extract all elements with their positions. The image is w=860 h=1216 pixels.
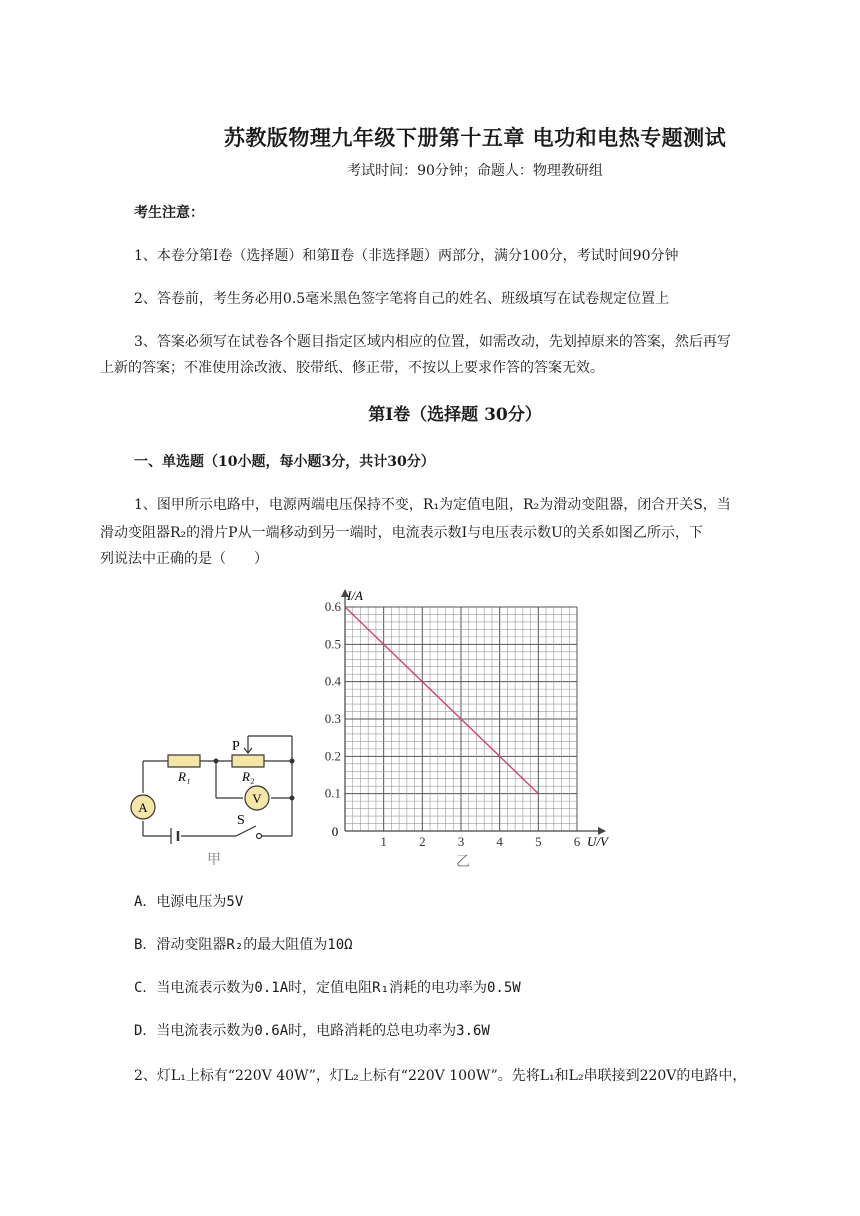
y-tick-label: 0.5 <box>324 636 341 652</box>
y-tick-label: 0.6 <box>324 599 341 614</box>
q1-line-3: 列说法中正确的是（ ） <box>100 551 268 567</box>
origin-label: 0 <box>331 824 339 839</box>
graph-ticks <box>325 599 581 849</box>
graph-axes <box>341 589 606 835</box>
y-axis-label: I/A <box>347 588 363 603</box>
junction-dot <box>290 796 295 801</box>
switch-label: S <box>237 813 245 828</box>
q1-option-b: B．滑动变阻器R₂的最大阻值为10Ω <box>134 937 353 953</box>
section-heading: 一、单选题（10小题，每小题3分，共计30分） <box>134 454 435 470</box>
junction-dot <box>214 759 219 764</box>
section-title: 第Ⅰ卷（选择题 30分） <box>368 405 542 425</box>
q1-line-2: 滑动变阻器R₂的滑片P从一端移动到另一端时，电流表示数I与电压表示数U的关系如图乙所示，下 <box>100 525 703 541</box>
r2-label: R₂ <box>242 769 255 784</box>
x-tick-label: 6 <box>573 834 581 849</box>
x-tick-label: 3 <box>457 834 465 849</box>
exam-title: 苏教版物理九年级下册第十五章 电功和电热专题测试 <box>223 125 727 150</box>
q2-line-1: 2、灯L₁上标有“220V 40W”，灯L₂上标有“220V 100W”。先将L₁和L₂串联接到220V的电路中， <box>134 1068 747 1084</box>
x-axis-label: U/V <box>587 834 608 849</box>
resistor-r2 <box>232 755 264 767</box>
circuit-diagram <box>128 730 308 870</box>
series-line <box>345 607 538 794</box>
exam-subtitle: 考试时间：90分钟；命题人：物理教研组 <box>347 163 603 179</box>
notice-item-3-line-1: 3、答案必须写在试卷各个题目指定区域内相应的位置，如需改动，先划掉原来的答案，然后再写 <box>134 334 731 350</box>
x-tick-label: 4 <box>496 834 503 849</box>
graph-caption: 乙 <box>456 855 470 870</box>
junction-dot <box>290 759 295 764</box>
q1-line-1: 1、图甲所示电路中，电源两端电压保持不变，R₁为定值电阻，R₂为滑动变阻器，闭合开关S，当 <box>134 497 731 513</box>
graph-series <box>345 607 538 794</box>
y-tick-label: 0.4 <box>324 673 341 689</box>
switch-contact <box>257 834 262 839</box>
circuit-caption: 甲 <box>207 853 221 868</box>
notice-item-2: 2、答卷前，考生务必用0.5毫米黑色签字笔将自己的姓名、班级填写在试卷规定位置上 <box>134 291 670 307</box>
notice-item-1: 1、本卷分第Ⅰ卷（选择题）和第Ⅱ卷（非选择题）两部分，满分100分，考试时间90分钟 <box>134 248 679 264</box>
notice-heading: 考生注意： <box>134 205 204 221</box>
y-tick-label: 0.2 <box>324 748 341 764</box>
q1-option-a: A．电源电压为5V <box>134 894 244 910</box>
x-tick-label: 2 <box>419 834 426 849</box>
voltmeter-label: V <box>252 791 262 806</box>
notice-item-3-line-2: 上新的答案；不准使用涂改液、胶带纸、修正带，不按以上要求作答的答案无效。 <box>100 360 604 376</box>
ammeter-label: A <box>138 800 148 815</box>
iu-graph <box>315 585 615 875</box>
x-tick-label: 1 <box>380 834 387 849</box>
resistor-r1 <box>168 755 200 767</box>
x-tick-label: 5 <box>535 834 542 849</box>
r1-label: R₁ <box>178 769 191 784</box>
q1-option-c: C．当电流表示数为0.1A时，定值电阻R₁消耗的电功率为0.5W <box>134 980 521 996</box>
q1-option-d: D．当电流表示数为0.6A时，电路消耗的总电功率为3.6W <box>134 1023 490 1039</box>
y-tick-label: 0.1 <box>324 785 341 801</box>
y-tick-label: 0.3 <box>324 711 341 726</box>
slider-label: P <box>232 739 240 754</box>
